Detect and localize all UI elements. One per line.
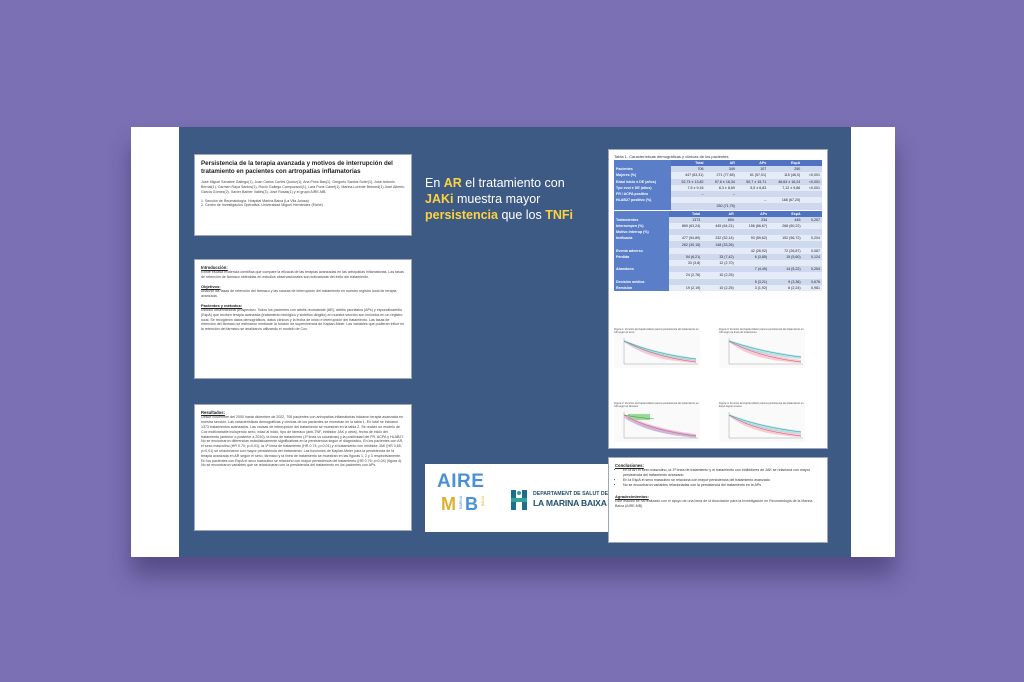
table-cell: 447 (63,31) — [671, 172, 705, 178]
table-cell: 10 (2,25) — [702, 285, 735, 291]
table-cell — [802, 203, 822, 209]
table-cell: 250 — [768, 166, 802, 172]
km-figure-2 — [719, 328, 805, 368]
conclusions-heading: Conclusiones: — [615, 463, 644, 468]
table-cell: 262 (30,15) — [669, 241, 702, 247]
table-cell: 15 (5,60) — [769, 254, 802, 260]
table-cell: 24 (2,76) — [669, 272, 702, 278]
row-label — [614, 203, 671, 209]
table-cell: 5,5 ± 6,83 — [737, 185, 768, 191]
intro-text: Existe escasa evidencia científica que compare la eficacia de las terapias avanzadas en las artropatías inflamatorias. Las tasas de retención de fármaco obtenidas en estudios observacionales son indicadoras del éxito del tratamiento. — [201, 270, 404, 280]
logo-b: B — [465, 494, 478, 514]
table-cell: 33 (3,8) — [669, 260, 702, 266]
table-cell: 72 (26,87) — [769, 248, 802, 254]
hospital-h-icon — [509, 488, 531, 512]
table-cell: 7,12 ± 9,86 — [768, 185, 802, 191]
table-cell: 706 — [671, 166, 705, 172]
row-label: Ineficacia — [614, 235, 669, 241]
methods-text: Estudio observacional prospectivo. Todos los pacientes con artritis reumatoide (AR), artritis psoriásica (APs) y espondiloartritis (EspA) que reciben terapia avanzada (tratamiento biológico y sintético dirigido) en nuestra sección son incluidos en un registro local. Se recogieron datos demográficos, datos clínicos y la fecha de inicio e interrupción del tratamiento. Las tasas de retención del fármaco se estimaron mediante la función de supervivencia de Kaplan-Meier. Las variables que pudieran influir en la retención del fármaco se analizaron utilizando el modelo de Cox. — [201, 308, 405, 332]
results-card — [194, 404, 412, 531]
table-cell: 93 (59,62) — [736, 235, 769, 241]
table-cell: 0,254 — [803, 266, 822, 272]
key-message-ar: AR — [443, 176, 462, 190]
conclusions-list — [615, 468, 821, 487]
km-figure-3 — [614, 402, 700, 442]
department-line-1: DEPARTAMENT DE SALUT DE — [533, 491, 609, 497]
figure-caption: Figura 2. Función de Kaplan-Meier para la persistencia del tratamiento en AR según el fármaco — [614, 402, 699, 408]
table-cell: 61 (57,01) — [737, 172, 768, 178]
acknowledgements-text: Este estudio se ha realizado con el apoyo de una beca de la Asociación para la Investigación en Reumatología de la Marina Baixa (AIRE-MB) — [615, 498, 813, 508]
table-cell: 7 (4,49) — [736, 266, 769, 272]
table-cell: 46,64 ± 16,24 — [768, 179, 802, 185]
key-message-text: el tratamiento con — [461, 176, 565, 190]
table-cell: 3 (1,92) — [736, 285, 769, 291]
row-label: Pérdida — [614, 254, 669, 260]
table-header-cell: AR — [705, 160, 736, 166]
table-cell: 250 (71,75) — [705, 203, 736, 209]
km-figure-1 — [614, 328, 700, 368]
table-cell: 268 (60,22) — [769, 223, 802, 229]
intro-card — [194, 259, 412, 379]
table-cell: <0,001 — [802, 172, 822, 178]
key-message-text: En — [425, 176, 444, 190]
table-cell — [737, 203, 768, 209]
table-cell: 9 (3,36) — [769, 279, 802, 285]
table-cell: – — [737, 197, 768, 203]
table-cell: 5 (3,21) — [736, 279, 769, 285]
km-figure-4 — [719, 402, 805, 442]
table-cell: 168 (67,20) — [768, 197, 802, 203]
objectives-text: Analizar las tasas de retención del fármaco y las causas de interrupción del tratamiento en nuestro registro local de terapia avanzada. — [201, 289, 397, 298]
figure-caption: Figura 4. Función de Kaplan-Meier para la persistencia del tratamiento en EspA según el sexo — [719, 402, 804, 408]
table-cell: 52,74 ± 13,82 — [671, 179, 705, 185]
results-text: Desde noviembre del 2000 hasta diciembre de 2022, 706 pacientes con artropatías inflamatorias iniciaron terapia avanzada en nuestra sección. Las características demográficas y clínicas de los pacientes se muestran en la tabla 1. En total se iniciaron 1373 tratamientos avanzados. Las causas de interrupción del tratamiento se muestran en la tabla 2. Se realizó un modelo de Cox multivariable incluyendo sexo, edad al inicio, tipo de fármaco (anti-TNF, inhibidor JAK y otros), fecha de inicio del tratamiento (anterior o posterior a 2010), la línea de tratamiento (1ª línea vs sucesivas) y la positividad del FR, ACPA y HLAB27. No se encontraron diferencias estadísticamente significativas en la persistencia según el diagnóstico. En los pacientes con AR, el sexo masculino (HR 0.70; p=0,01), la 1ª línea de tratamiento (HR 0.74; p=0,01) y el tratamiento con inhibidor JAK (HR 0,65; p=0,01) se relacionaron con mayor persistencia del tratamiento. Las funciones de Kaplan-Meier para la persistencia de la terapia avanzada en AR según el sexo, fármaco y la línea de tratamiento se muestran en las figuras 1, 2 y 3 respectivamente. En los pacientes con EspA el sexo masculino se relacionó con mayor persistencia del tratamiento (HR 0.76; p=0,04) (figura 4). No se encontraron variables que se relacionaran con la persistencia del tratamiento en los pacientes con APs. — [201, 415, 405, 468]
table-cell: 152 (56,72) — [769, 235, 802, 241]
poster-title: Persistencia de la terapia avanzada y motivos de interrupción del tratamiento en pacientes con artropatías inflamatorias — [201, 160, 393, 175]
table-cell: 349 — [705, 166, 736, 172]
table-cell: 445 (64,21) — [702, 223, 735, 229]
row-label: FR / ACPA positivo — [614, 191, 671, 197]
logo-vertical-baixa: BAIXA — [481, 496, 485, 506]
conclusion-item: • En la AR el sexo masculino, la 1ª línea de tratamiento y el tratamiento con inhibidores de JAK se relaciona con mayor persistencia del tratamiento avanzado — [623, 468, 821, 478]
aire-mb-logo — [437, 472, 499, 526]
intro-heading: Introducción: — [201, 265, 228, 270]
conclusions-card — [608, 457, 828, 543]
affiliation-1: 1. Sección de Reumatología. Hospital Marina Baixa (La Vila Joiosa) — [201, 198, 309, 203]
table-cell: – — [671, 191, 705, 197]
table-cell: 869 (63,24) — [669, 223, 702, 229]
table-header-cell: AR — [702, 211, 735, 217]
poster — [131, 127, 895, 557]
row-label: Tratamientos — [614, 217, 669, 223]
table-cell: 694 — [702, 217, 735, 223]
row-label: Remisión — [614, 285, 669, 291]
table-cell: 0,981 — [803, 285, 822, 291]
row-label: Interrumpen (%) — [614, 223, 669, 229]
row-label: Mujeres (%) — [614, 172, 671, 178]
table-cell: 8,3 ± 8,69 — [705, 185, 736, 191]
table-cell: 0,087 — [803, 248, 822, 254]
row-label: Pacientes — [614, 166, 671, 172]
aire-logo-text: AIRE — [437, 471, 485, 492]
table-header-cell: EspA — [769, 211, 802, 217]
table-cell: 107 — [737, 166, 768, 172]
table-header-cell: Total — [671, 160, 705, 166]
table-card — [608, 149, 828, 449]
key-message-text: que los — [497, 208, 546, 222]
table-cell: 232 (52,14) — [702, 235, 735, 241]
km-plot — [614, 408, 700, 442]
data-table-1 — [614, 160, 822, 210]
table-cell: 1373 — [669, 217, 702, 223]
department-line-2: LA MARINA BAIXA — [533, 498, 607, 508]
table-cell: 7,5 ± 9,16 — [671, 185, 705, 191]
row-label: Tpo evol ± DE (años) — [614, 185, 671, 191]
figure-caption: Figura 1. Función de Kaplan-Meier para la persistencia del tratamiento en AR según el sexo — [614, 328, 699, 334]
table-cell: 271 (77,65) — [705, 172, 736, 178]
table-cell: <0,001 — [802, 185, 822, 191]
table-header-cell: APs — [737, 160, 768, 166]
conclusion-item: • No se encontraron variables relacionadas con la persistencia del tratamiento en la APs — [623, 483, 821, 488]
key-message-jaki: JAKi — [425, 192, 454, 206]
km-plot — [614, 334, 700, 368]
table-cell: 156 (66,67) — [736, 223, 769, 229]
key-message-persistencia: persistencia — [425, 208, 498, 222]
table-header-cell: Total — [669, 211, 702, 217]
authors: José Miguel Senabre Gallego(1), Juan Carlos Cortés Quiroz(1), Ana Pons Bas(1), Gregorio Santos Soler(1), José Antonio Bernal(1), Carmen Raya Santos(1), Rocío Gallego Campuzano(1), Lara Pons Canet(1), Marina Lorente Betored(1) José Alberto García Gómez(2), Xavier Barber Vallés(3), José Rosas(1) y el grupo AIRE-MB. — [201, 180, 405, 194]
table-header-cell: EspA — [768, 160, 802, 166]
data-table-2 — [614, 211, 822, 291]
table-header-cell: APs — [736, 211, 769, 217]
table-cell: 0,676 — [803, 279, 822, 285]
table-cell: 10 (2,25) — [702, 272, 735, 278]
department-logo — [509, 488, 609, 518]
table-cell: 6 (3,85) — [736, 254, 769, 260]
table-cell: 0,207 — [803, 217, 822, 223]
table-cell: 33 (7,42) — [702, 254, 735, 260]
key-message-tnfi: TNFi — [545, 208, 574, 222]
table-cell: 14 (5,22) — [769, 266, 802, 272]
logo-m: M — [441, 494, 456, 514]
row-label: Decisión médica — [614, 279, 669, 285]
logo-vertical-marina: MARINA — [459, 496, 463, 510]
logo-panel — [425, 464, 609, 532]
methods-heading: Pacientes y métodos: — [201, 302, 243, 308]
table-cell: – — [705, 191, 736, 197]
table-cell: 54 (6,21) — [669, 254, 702, 260]
row-label: Abandono — [614, 266, 669, 272]
table-cell: 42 (26,92) — [736, 248, 769, 254]
table-cell: 12 (2,70) — [702, 260, 735, 266]
figure-caption: Figura 3. Función de Kaplan-Meier para la persistencia del tratamiento en AR según la línea de tratamiento — [719, 328, 804, 334]
table-row — [614, 203, 822, 209]
table-cell: 50,7 ± 15,71 — [737, 179, 768, 185]
km-plot — [719, 334, 805, 368]
table-cell: 148 (33,26) — [702, 241, 735, 247]
table-row — [614, 285, 822, 291]
table-cell: 445 — [769, 217, 802, 223]
row-label: HLAB27 positivo (%) — [614, 197, 671, 203]
table-cell: 234 — [736, 217, 769, 223]
key-message-text: muestra mayor — [453, 192, 541, 206]
table-cell: <0,001 — [802, 179, 822, 185]
row-label: Evento adverso — [614, 248, 669, 254]
acknowledgements-heading: Agradecimientos: — [615, 493, 649, 499]
table-cell: 19 (2,19) — [669, 285, 702, 291]
row-label: Edad inicio ± DE (años) — [614, 179, 671, 185]
results-heading: Resultados: — [201, 410, 225, 415]
conclusion-item: • En la EspA el sexo masculino se relaciona con mayor persistencia del tratamiento avanzado — [623, 478, 821, 483]
table-cell: 0,124 — [803, 254, 822, 260]
table-cell: 6 (2,24) — [769, 285, 802, 291]
key-message — [425, 175, 595, 223]
objectives-heading: Objetivos: — [201, 284, 221, 289]
table-cell — [671, 203, 705, 209]
title-card — [194, 154, 412, 236]
affiliation-2: 2. Centro de Investigación Operativa. Universidad Miguel Hernández (Elche) — [201, 203, 323, 208]
table-cell — [768, 203, 802, 209]
table-cell: 0,204 — [803, 235, 822, 241]
row-label: Motivo interrup (%) — [614, 229, 669, 235]
km-plot — [719, 408, 805, 442]
table-cell: 57,6 ± 16,34 — [705, 179, 736, 185]
table-cell: 115 (46,0) — [768, 172, 802, 178]
table-caption: Tabla 1. Características demográficas y clínicas de los pacientes — [614, 154, 729, 159]
table-cell: 477 (54,89) — [669, 235, 702, 241]
